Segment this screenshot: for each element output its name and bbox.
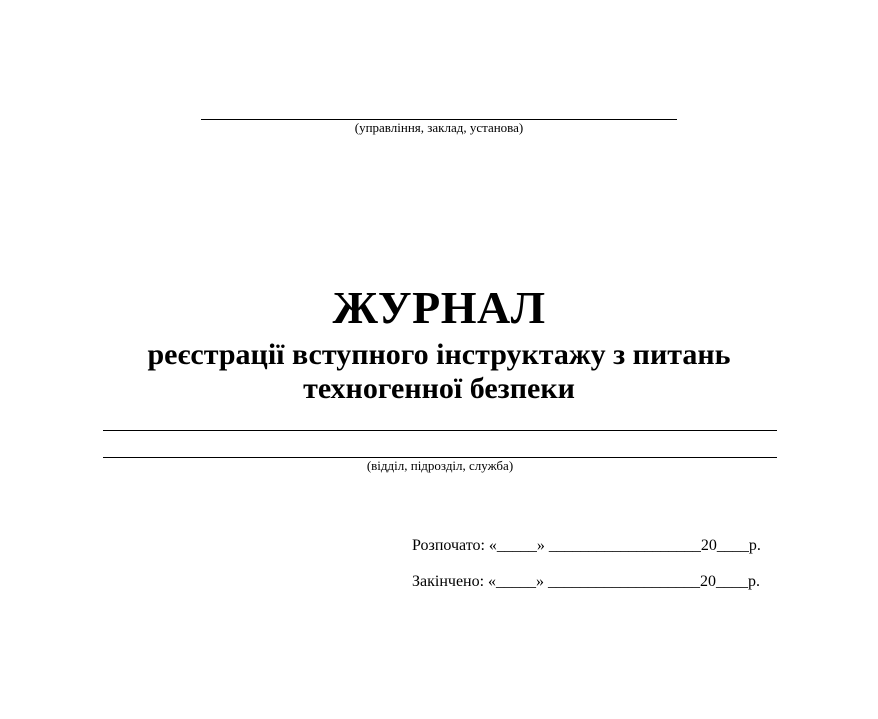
journal-title: ЖУРНАЛ (332, 282, 546, 333)
started-date-line: Розпочато: «_____» ___________________20____р. (412, 537, 761, 554)
department-underline-1 (103, 430, 777, 431)
finished-date-line: Закінчено: «_____» ___________________20____р. (412, 573, 761, 590)
organization-caption: (управління, заклад, установа) (354, 120, 524, 135)
department-caption: (відділ, підрозділ, служба) (366, 458, 514, 473)
journal-subtitle-line1: реєстрації вступного інструктажу з питань (147, 338, 731, 371)
journal-subtitle-line2: техногенної безпеки (303, 372, 575, 405)
